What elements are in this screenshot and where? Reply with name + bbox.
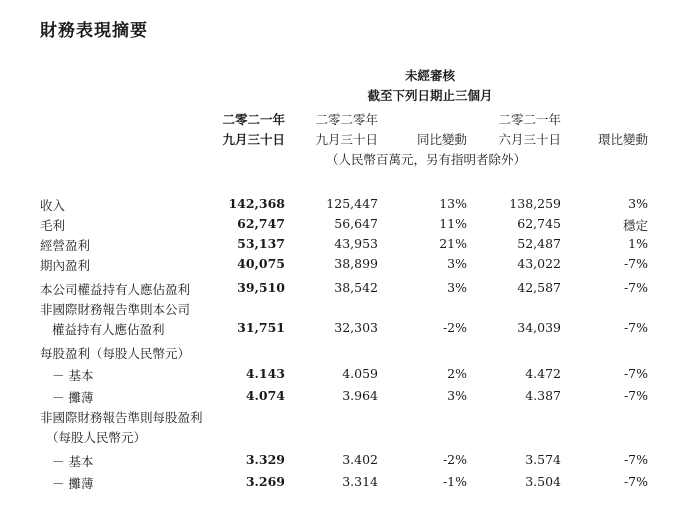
row-label: 經營盈利: [40, 238, 91, 253]
row-label: 收入: [40, 198, 66, 213]
header-col1-year: 二零二一年: [222, 112, 285, 127]
row-label: （每股人民幣元）: [46, 430, 147, 445]
cell-qoq: -7%: [623, 256, 648, 271]
cell-q2-2021: 42,587: [517, 280, 561, 295]
cell-yoy: 2%: [447, 366, 467, 381]
cell-yoy: -2%: [442, 320, 467, 335]
cell-qoq: -7%: [623, 320, 648, 335]
header-col1-date: 九月三十日: [222, 132, 285, 147]
cell-yoy: 3%: [447, 256, 467, 271]
table-row: [0, 256, 694, 276]
cell-q3-2020: 3.314: [342, 474, 378, 489]
row-label: － 攤薄: [52, 476, 94, 491]
cell-qoq: -7%: [623, 474, 648, 489]
table-row: [0, 452, 694, 472]
row-label: 本公司權益持有人應佔盈利: [40, 282, 191, 297]
row-label: － 基本: [52, 368, 94, 383]
row-label: 毛利: [40, 218, 66, 233]
cell-qoq: -7%: [623, 388, 648, 403]
table-row: [0, 428, 694, 448]
header-unaudited: 未經審核: [404, 68, 456, 83]
header-period: 截至下列日期止三個月: [367, 88, 493, 103]
table-row: [0, 344, 694, 364]
header-col4-year: 二零二一年: [498, 112, 561, 127]
cell-q3-2020: 56,647: [334, 216, 378, 231]
page-title: 財務表現摘要: [40, 21, 148, 41]
header-col4-date: 六月三十日: [498, 132, 561, 147]
cell-q3-2021: 40,075: [237, 256, 285, 271]
cell-q3-2020: 125,447: [326, 196, 378, 211]
cell-q2-2021: 138,259: [509, 196, 561, 211]
cell-qoq: -7%: [623, 366, 648, 381]
cell-q3-2020: 3.964: [342, 388, 378, 403]
cell-yoy: 3%: [447, 280, 467, 295]
cell-q2-2021: 34,039: [517, 320, 561, 335]
cell-q3-2021: 4.143: [245, 366, 285, 381]
header-col2-year: 二零二零年: [315, 112, 378, 127]
table-row: [0, 320, 694, 340]
row-label: － 攤薄: [52, 390, 94, 405]
cell-qoq: 3%: [628, 196, 648, 211]
row-label: － 基本: [52, 454, 94, 469]
table-row: [0, 300, 694, 320]
cell-q3-2020: 38,899: [334, 256, 378, 271]
cell-q2-2021: 43,022: [517, 256, 561, 271]
cell-q2-2021: 52,487: [517, 236, 561, 251]
cell-q3-2021: 3.329: [245, 452, 285, 467]
cell-q3-2021: 39,510: [237, 280, 285, 295]
row-label: 非國際財務報告準則每股盈利: [40, 410, 203, 425]
row-label: 期內盈利: [40, 258, 91, 273]
cell-q3-2020: 43,953: [334, 236, 378, 251]
cell-q3-2020: 38,542: [334, 280, 378, 295]
cell-qoq: 穩定: [622, 218, 648, 233]
cell-q3-2020: 32,303: [334, 320, 378, 335]
table-row: [0, 280, 694, 300]
cell-q3-2021: 4.074: [245, 388, 285, 403]
cell-q3-2021: 53,137: [237, 236, 285, 251]
header-col3-label: 同比變動: [416, 132, 467, 147]
table-row: [0, 366, 694, 386]
cell-q2-2021: 62,745: [517, 216, 561, 231]
header-unit-note: （人民幣百萬元，另有指明者除外）: [325, 152, 527, 167]
row-label: 非國際財務報告準則本公司: [40, 302, 191, 317]
table-row: [0, 408, 694, 428]
cell-qoq: -7%: [623, 280, 648, 295]
cell-qoq: -7%: [623, 452, 648, 467]
table-row: [0, 196, 694, 216]
table-row: [0, 474, 694, 494]
cell-q2-2021: 3.504: [525, 474, 561, 489]
cell-yoy: 13%: [439, 196, 467, 211]
row-label: 每股盈利（每股人民幣元）: [40, 346, 191, 361]
row-label: 權益持有人應佔盈利: [52, 322, 165, 337]
cell-q3-2021: 62,747: [237, 216, 285, 231]
table-row: [0, 388, 694, 408]
cell-q3-2021: 142,368: [228, 196, 285, 211]
cell-yoy: 21%: [439, 236, 467, 251]
cell-q3-2021: 3.269: [245, 474, 285, 489]
cell-yoy: -2%: [442, 452, 467, 467]
header-col5-label: 環比變動: [597, 132, 648, 147]
cell-q3-2020: 4.059: [342, 366, 378, 381]
table-row: [0, 236, 694, 256]
cell-yoy: 3%: [447, 388, 467, 403]
cell-yoy: 11%: [439, 216, 467, 231]
cell-q3-2020: 3.402: [342, 452, 378, 467]
cell-q2-2021: 4.472: [525, 366, 561, 381]
table-row: [0, 216, 694, 236]
cell-yoy: -1%: [442, 474, 467, 489]
cell-q2-2021: 3.574: [525, 452, 561, 467]
header-col2-date: 九月三十日: [315, 132, 378, 147]
cell-qoq: 1%: [628, 236, 648, 251]
cell-q2-2021: 4.387: [525, 388, 561, 403]
cell-q3-2021: 31,751: [237, 320, 285, 335]
